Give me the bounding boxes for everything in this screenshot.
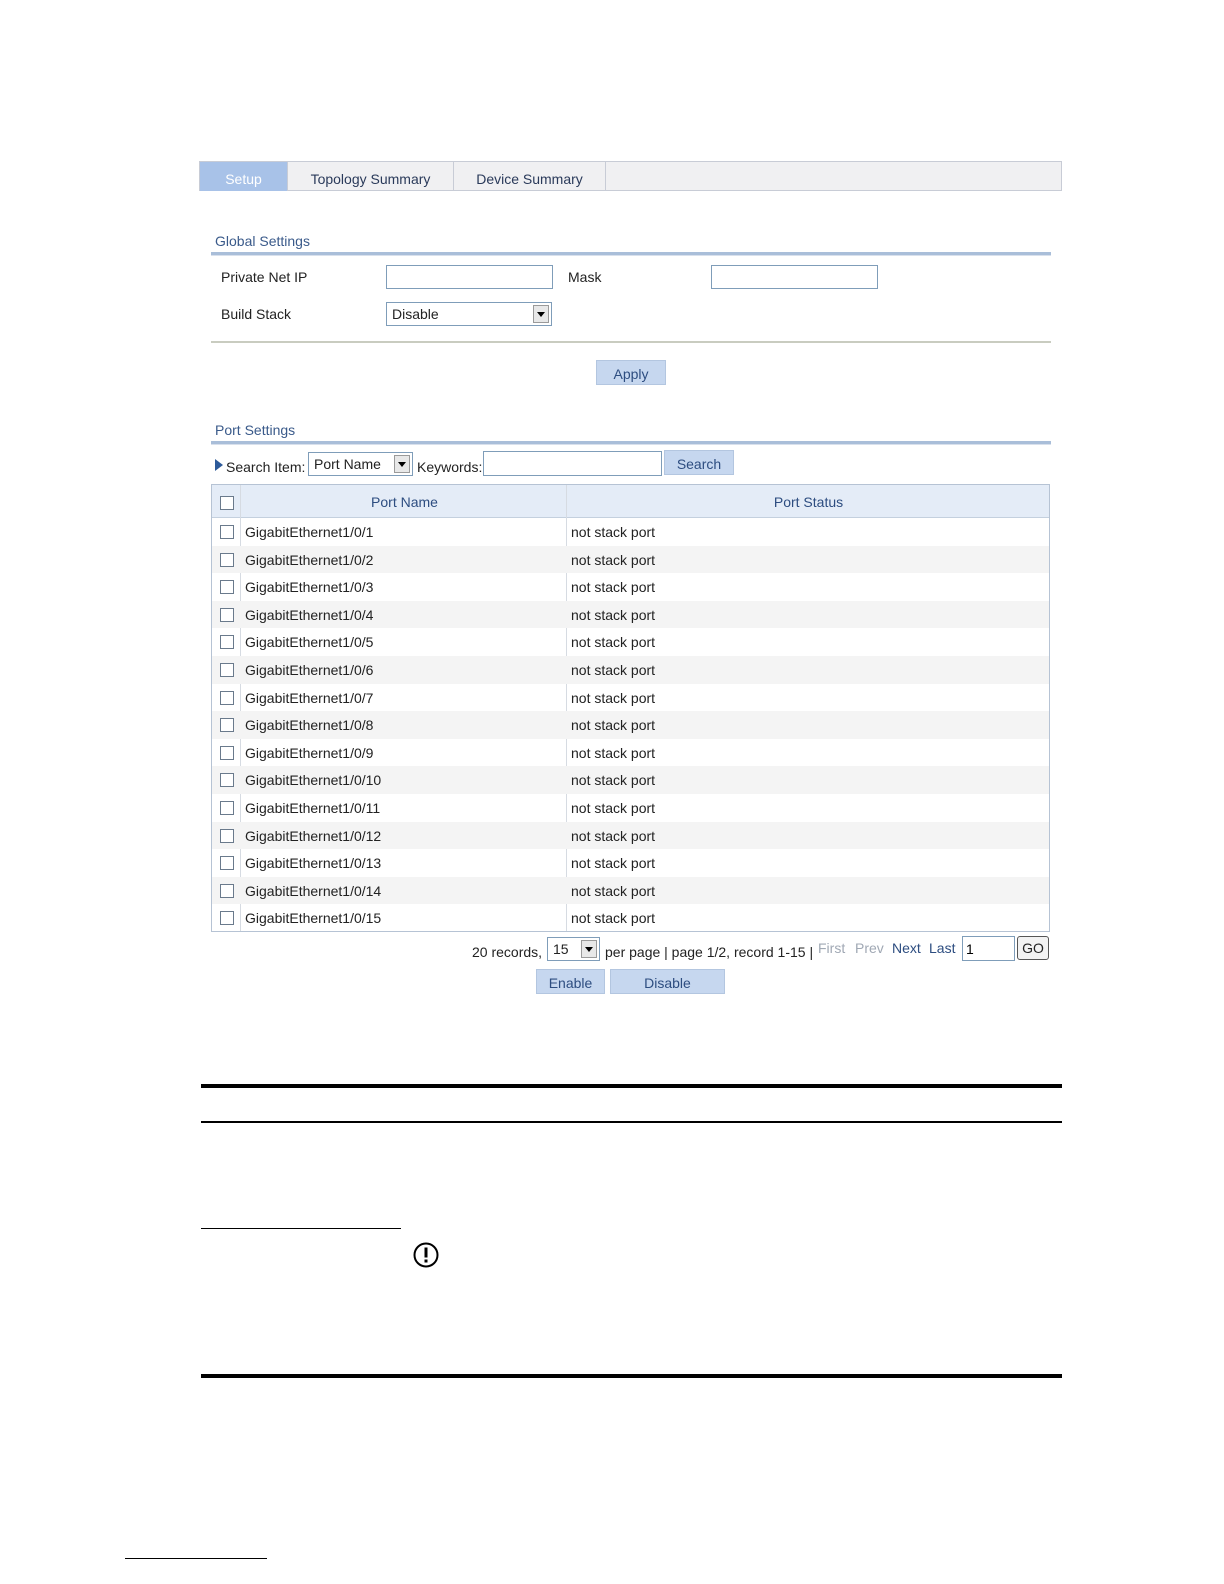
build-stack-value: Disable: [392, 306, 439, 322]
row-checkbox[interactable]: [220, 580, 234, 594]
table-row[interactable]: [212, 518, 1049, 546]
private-net-ip-label: Private Net IP: [221, 269, 308, 285]
chevron-down-icon: [581, 940, 597, 958]
table-row[interactable]: [212, 794, 1049, 822]
search-item-label: Search Item:: [226, 459, 306, 475]
prev-page-link[interactable]: Prev: [855, 940, 884, 956]
port-name-cell: GigabitEthernet1/0/5: [245, 634, 374, 651]
disable-button[interactable]: Disable: [610, 969, 725, 994]
column-header-port-name: Port Name: [371, 494, 438, 510]
select-all-checkbox[interactable]: [220, 496, 234, 510]
port-name-cell: GigabitEthernet1/0/3: [245, 579, 374, 596]
page-info: per page | page 1/2, record 1-15 |: [605, 944, 814, 960]
keywords-input[interactable]: [483, 451, 662, 476]
port-name-cell: GigabitEthernet1/0/15: [245, 910, 382, 927]
port-name-cell: GigabitEthernet1/0/10: [245, 772, 382, 789]
row-checkbox[interactable]: [220, 718, 234, 732]
table-row[interactable]: [212, 877, 1049, 905]
port-name-cell: GigabitEthernet1/0/7: [245, 689, 374, 706]
row-checkbox[interactable]: [220, 635, 234, 649]
port-name-cell: GigabitEthernet1/0/13: [245, 855, 382, 872]
per-page-select[interactable]: [547, 937, 600, 961]
table-top-rule: [201, 1084, 1062, 1088]
row-checkbox[interactable]: [220, 856, 234, 870]
port-status-cell: not stack port: [571, 855, 656, 872]
port-settings-title: Port Settings: [215, 422, 296, 438]
search-item-select[interactable]: [308, 452, 413, 476]
table-header-rule: [201, 1121, 1062, 1123]
build-stack-select[interactable]: [386, 302, 552, 326]
row-checkbox[interactable]: [220, 911, 234, 925]
chevron-down-icon: [533, 305, 549, 323]
per-page-value: 15: [553, 941, 569, 957]
port-status-cell: not stack port: [571, 579, 656, 596]
first-page-link[interactable]: First: [818, 940, 846, 956]
note-bottom-rule: [201, 1374, 1062, 1378]
table-row[interactable]: [212, 904, 1049, 932]
go-button[interactable]: GO: [1017, 936, 1049, 960]
search-item-value: Port Name: [314, 456, 381, 472]
port-name-cell: GigabitEthernet1/0/9: [245, 744, 374, 761]
tab-topology-summary[interactable]: Topology Summary: [288, 162, 454, 191]
build-stack-label: Build Stack: [221, 306, 292, 322]
tab-device-summary[interactable]: Device Summary: [454, 162, 606, 191]
port-name-cell: GigabitEthernet1/0/1: [245, 524, 374, 540]
table-row[interactable]: [212, 711, 1049, 739]
row-checkbox[interactable]: [220, 884, 234, 898]
keywords-label: Keywords:: [417, 459, 483, 475]
enable-button[interactable]: Enable: [536, 969, 605, 994]
port-status-cell: not stack port: [571, 634, 656, 651]
port-status-cell: not stack port: [571, 551, 656, 568]
port-status-cell: not stack port: [571, 744, 656, 761]
port-table: [211, 484, 1050, 932]
table-row[interactable]: [212, 684, 1049, 712]
port-status-cell: not stack port: [571, 800, 656, 816]
row-checkbox[interactable]: [220, 553, 234, 567]
table-row[interactable]: [212, 822, 1049, 850]
row-checkbox[interactable]: [220, 801, 234, 815]
table-row[interactable]: [212, 739, 1049, 767]
port-name-cell: GigabitEthernet1/0/4: [245, 606, 374, 623]
table-row[interactable]: [212, 546, 1049, 574]
table-row[interactable]: [212, 628, 1049, 656]
triangle-right-icon: [215, 459, 223, 471]
port-status-cell: not stack port: [571, 772, 656, 789]
private-net-ip-input[interactable]: [386, 265, 553, 289]
port-name-cell: GigabitEthernet1/0/11: [245, 800, 381, 816]
port-status-cell: not stack port: [571, 662, 656, 678]
port-status-cell: not stack port: [571, 689, 656, 706]
tab-setup[interactable]: Setup: [200, 162, 288, 191]
port-status-cell: not stack port: [571, 524, 656, 540]
port-name-cell: GigabitEthernet1/0/14: [245, 882, 382, 899]
global-settings-bottom-rule: [211, 341, 1051, 343]
global-settings-divider: [211, 252, 1051, 256]
port-status-cell: not stack port: [571, 606, 656, 623]
row-checkbox[interactable]: [220, 773, 234, 787]
port-settings-divider: [211, 441, 1051, 445]
footnote-rule: [125, 1558, 267, 1559]
last-page-link[interactable]: Last: [929, 940, 956, 956]
row-checkbox[interactable]: [220, 525, 234, 539]
port-name-cell: GigabitEthernet1/0/2: [245, 551, 374, 568]
port-status-cell: not stack port: [571, 882, 656, 899]
port-name-cell: GigabitEthernet1/0/6: [245, 662, 374, 678]
port-status-cell: not stack port: [571, 827, 656, 844]
table-row[interactable]: [212, 601, 1049, 629]
table-row[interactable]: [212, 766, 1049, 794]
next-page-link[interactable]: Next: [892, 940, 921, 956]
row-checkbox[interactable]: [220, 829, 234, 843]
table-row[interactable]: [212, 849, 1049, 877]
page-number-input[interactable]: [962, 936, 1015, 961]
global-settings-title: Global Settings: [215, 233, 310, 249]
table-row[interactable]: [212, 573, 1049, 601]
table-row[interactable]: [212, 656, 1049, 684]
chevron-down-icon: [394, 455, 410, 473]
row-checkbox[interactable]: [220, 663, 234, 677]
section-short-rule: [201, 1228, 401, 1229]
port-name-cell: GigabitEthernet1/0/8: [245, 717, 374, 734]
important-icon: [412, 1241, 440, 1269]
row-checkbox[interactable]: [220, 746, 234, 760]
mask-label: Mask: [568, 269, 602, 285]
port-name-cell: GigabitEthernet1/0/12: [245, 827, 382, 844]
tab-bar: [199, 161, 1062, 191]
column-header-port-status: Port Status: [773, 494, 844, 510]
row-checkbox[interactable]: [220, 608, 234, 622]
mask-input[interactable]: [711, 265, 878, 289]
records-count: 20 records,: [472, 944, 543, 960]
row-checkbox[interactable]: [220, 691, 234, 705]
port-status-cell: not stack port: [571, 910, 656, 927]
table-header: [212, 485, 1049, 518]
port-status-cell: not stack port: [571, 717, 656, 734]
search-button[interactable]: Search: [664, 450, 734, 475]
apply-button[interactable]: Apply: [596, 360, 666, 385]
